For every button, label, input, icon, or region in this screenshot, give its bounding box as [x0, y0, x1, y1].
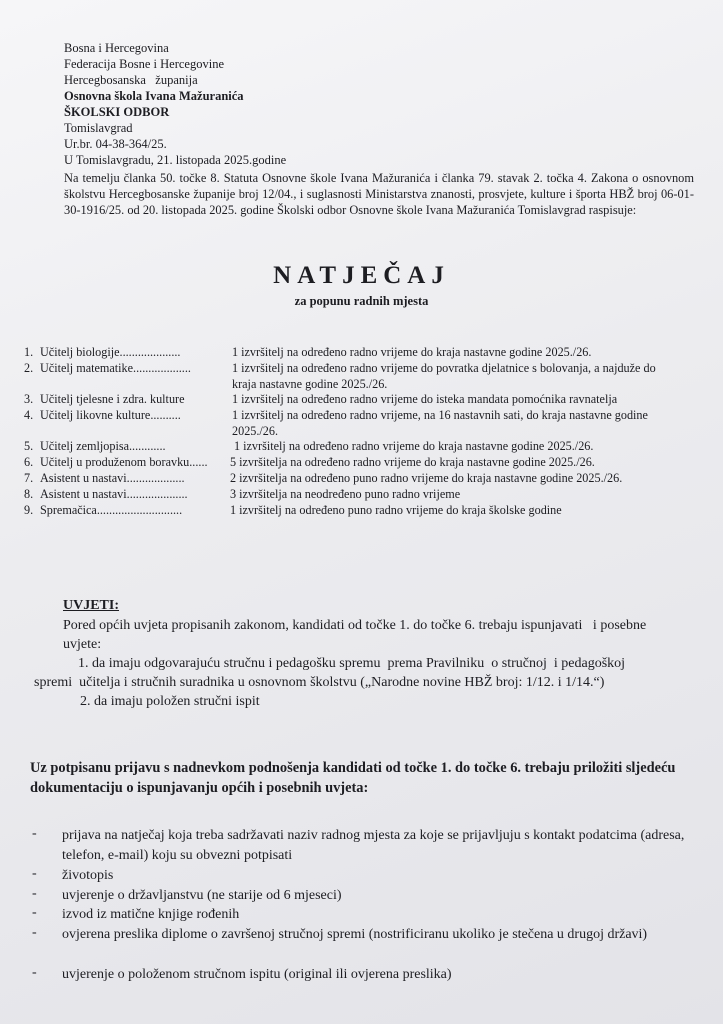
header-board: ŠKOLSKI ODBOR [64, 105, 170, 119]
position-title: Asistent u nastavi................... [40, 471, 185, 485]
documents-heading: Uz potpisanu prijavu s nadnevkom podnošenja kandidati od točke 1. do točke 6. trebaju priložiti sljedeću dokumentaciju o ispunjavanju općih i posebnih uvjeta: [30, 760, 676, 796]
list-dash: - [32, 826, 37, 841]
position-description: 1 izvršitelj na određeno radno vrijeme do kraja nastavne godine 2025./26. [232, 345, 592, 359]
position-description: 2 izvršitelja na određeno puno radno vrijeme do kraja nastavne godine 2025./26. [230, 471, 623, 485]
position-number: 7. [24, 471, 34, 485]
condition-item-1-line1: 1. da imaju odgovarajuću stručnu i pedagošku spremu prema Pravilniku o stručnoj i pedagoškoj [78, 656, 626, 671]
header-canton: Hercegbosanska županija [64, 73, 198, 87]
document-item: uvjerenje o državljanstvu (ne starije od 6 mjeseci) [62, 888, 342, 903]
header-federation: Federacija Bosne i Hercegovine [64, 57, 225, 71]
position-title: Učitelj biologije.................... [40, 345, 181, 359]
header-ref-number: Ur.br. 04-38-364/25. [64, 137, 167, 151]
conditions-intro-line2: uvjete: [63, 637, 102, 652]
list-dash: - [32, 886, 37, 901]
list-dash: - [32, 925, 37, 940]
position-number: 5. [24, 439, 34, 453]
list-dash: - [32, 905, 37, 920]
position-description: 5 izvršitelja na određeno radno vrijeme do kraja nastavne godine 2025./26. [230, 455, 595, 469]
position-number: 2. [24, 361, 34, 375]
position-title: Spremačica............................ [40, 503, 183, 517]
position-number: 4. [24, 408, 34, 422]
position-title: Asistent u nastavi.................... [40, 487, 188, 501]
position-title: Učitelj tjelesne i zdra. kulture [40, 392, 185, 406]
position-number: 3. [24, 392, 34, 406]
document-title: NATJEČAJ [273, 262, 450, 289]
document-subtitle: za popunu radnih mjesta [294, 294, 429, 308]
conditions-intro-line1: Pored općih uvjeta propisanih zakonom, kandidati od točke 1. do točke 6. trebaju ispunjavati i posebne [63, 618, 647, 633]
list-dash: - [32, 965, 37, 980]
header-date: U Tomislavgradu, 21. listopada 2025.godine [64, 153, 287, 167]
document-item: životopis [62, 868, 114, 883]
position-title: Učitelj matematike................... [40, 361, 191, 375]
position-description: 1 izvršitelj na određeno radno vrijeme, na 16 nastavnih sati, do kraja nastavne godine 2025./26. [232, 408, 648, 438]
document-item: izvod iz matične knjige rođenih [62, 907, 240, 922]
header-school: Osnovna škola Ivana Mažuranića [64, 89, 244, 103]
position-number: 8. [24, 487, 34, 501]
position-title: Učitelj zemljopisa............ [40, 439, 166, 453]
header-country: Bosna i Hercegovina [64, 41, 169, 55]
document-item: uvjerenje o položenom stručnom ispitu (original ili ovjerena preslika) [62, 967, 452, 982]
document-item: ovjerena preslika diplome o završenoj stručnoj spremi (nostrificiranu ukoliko je stečena u drugoj državi) [62, 927, 648, 942]
condition-item-1-line2: spremi učitelja i stručnih suradnika u osnovnom školstvu („Narodne novine HBŽ broj: 1/12. i 1/14.“) [34, 675, 605, 690]
position-number: 6. [24, 455, 34, 469]
condition-item-2: 2. da imaju položen stručni ispit [80, 694, 260, 709]
conditions-heading: UVJETI: [63, 598, 120, 613]
position-title: Učitelj likovne kulture.......... [40, 408, 181, 422]
header-city: Tomislavgrad [64, 121, 133, 135]
list-dash: - [32, 866, 37, 881]
position-description: 1 izvršitelj na određeno radno vrijeme do kraja nastavne godine 2025./26. [234, 439, 594, 453]
position-description: 3 izvršitelja na neodređeno puno radno vrijeme [230, 487, 461, 501]
position-number: 9. [24, 503, 34, 517]
position-description: 1 izvršitelj na određeno radno vrijeme do isteka mandata pomoćnika ravnatelja [232, 392, 618, 406]
position-title: Učitelj u produženom boravku...... [40, 455, 208, 469]
position-description: 1 izvršitelj na određeno puno radno vrijeme do kraja školske godine [230, 503, 562, 517]
position-number: 1. [24, 345, 34, 359]
document-item: prijava na natječaj koja treba sadržavati naziv radnog mjesta za koje se prijavljuju s kontakt podatcima (adresa, telefon, e-mail) koju su obvezni potpisati [62, 828, 685, 863]
position-description: 1 izvršitelj na određeno radno vrijeme do povratka djelatnice s bolovanja, a najduže do kraja nastavne godine 2025./26. [232, 361, 656, 391]
intro-paragraph: Na temelju članka 50. točke 8. Statuta Osnovne škole Ivana Mažuranića i članka 79. stavak 2. točka 4. Zakona o osnovnom školstvu Hercegbosanske županije broj 12/04., i suglasnosti Ministarstva znanosti, prosvjete, kulture i športa HBŽ broj 06-01-30-1916/25. od 20. listopada 2025. godine Školski odbor Osnovne škole Ivana Mažuranića Tomislavgrad raspisuje: [64, 171, 694, 218]
